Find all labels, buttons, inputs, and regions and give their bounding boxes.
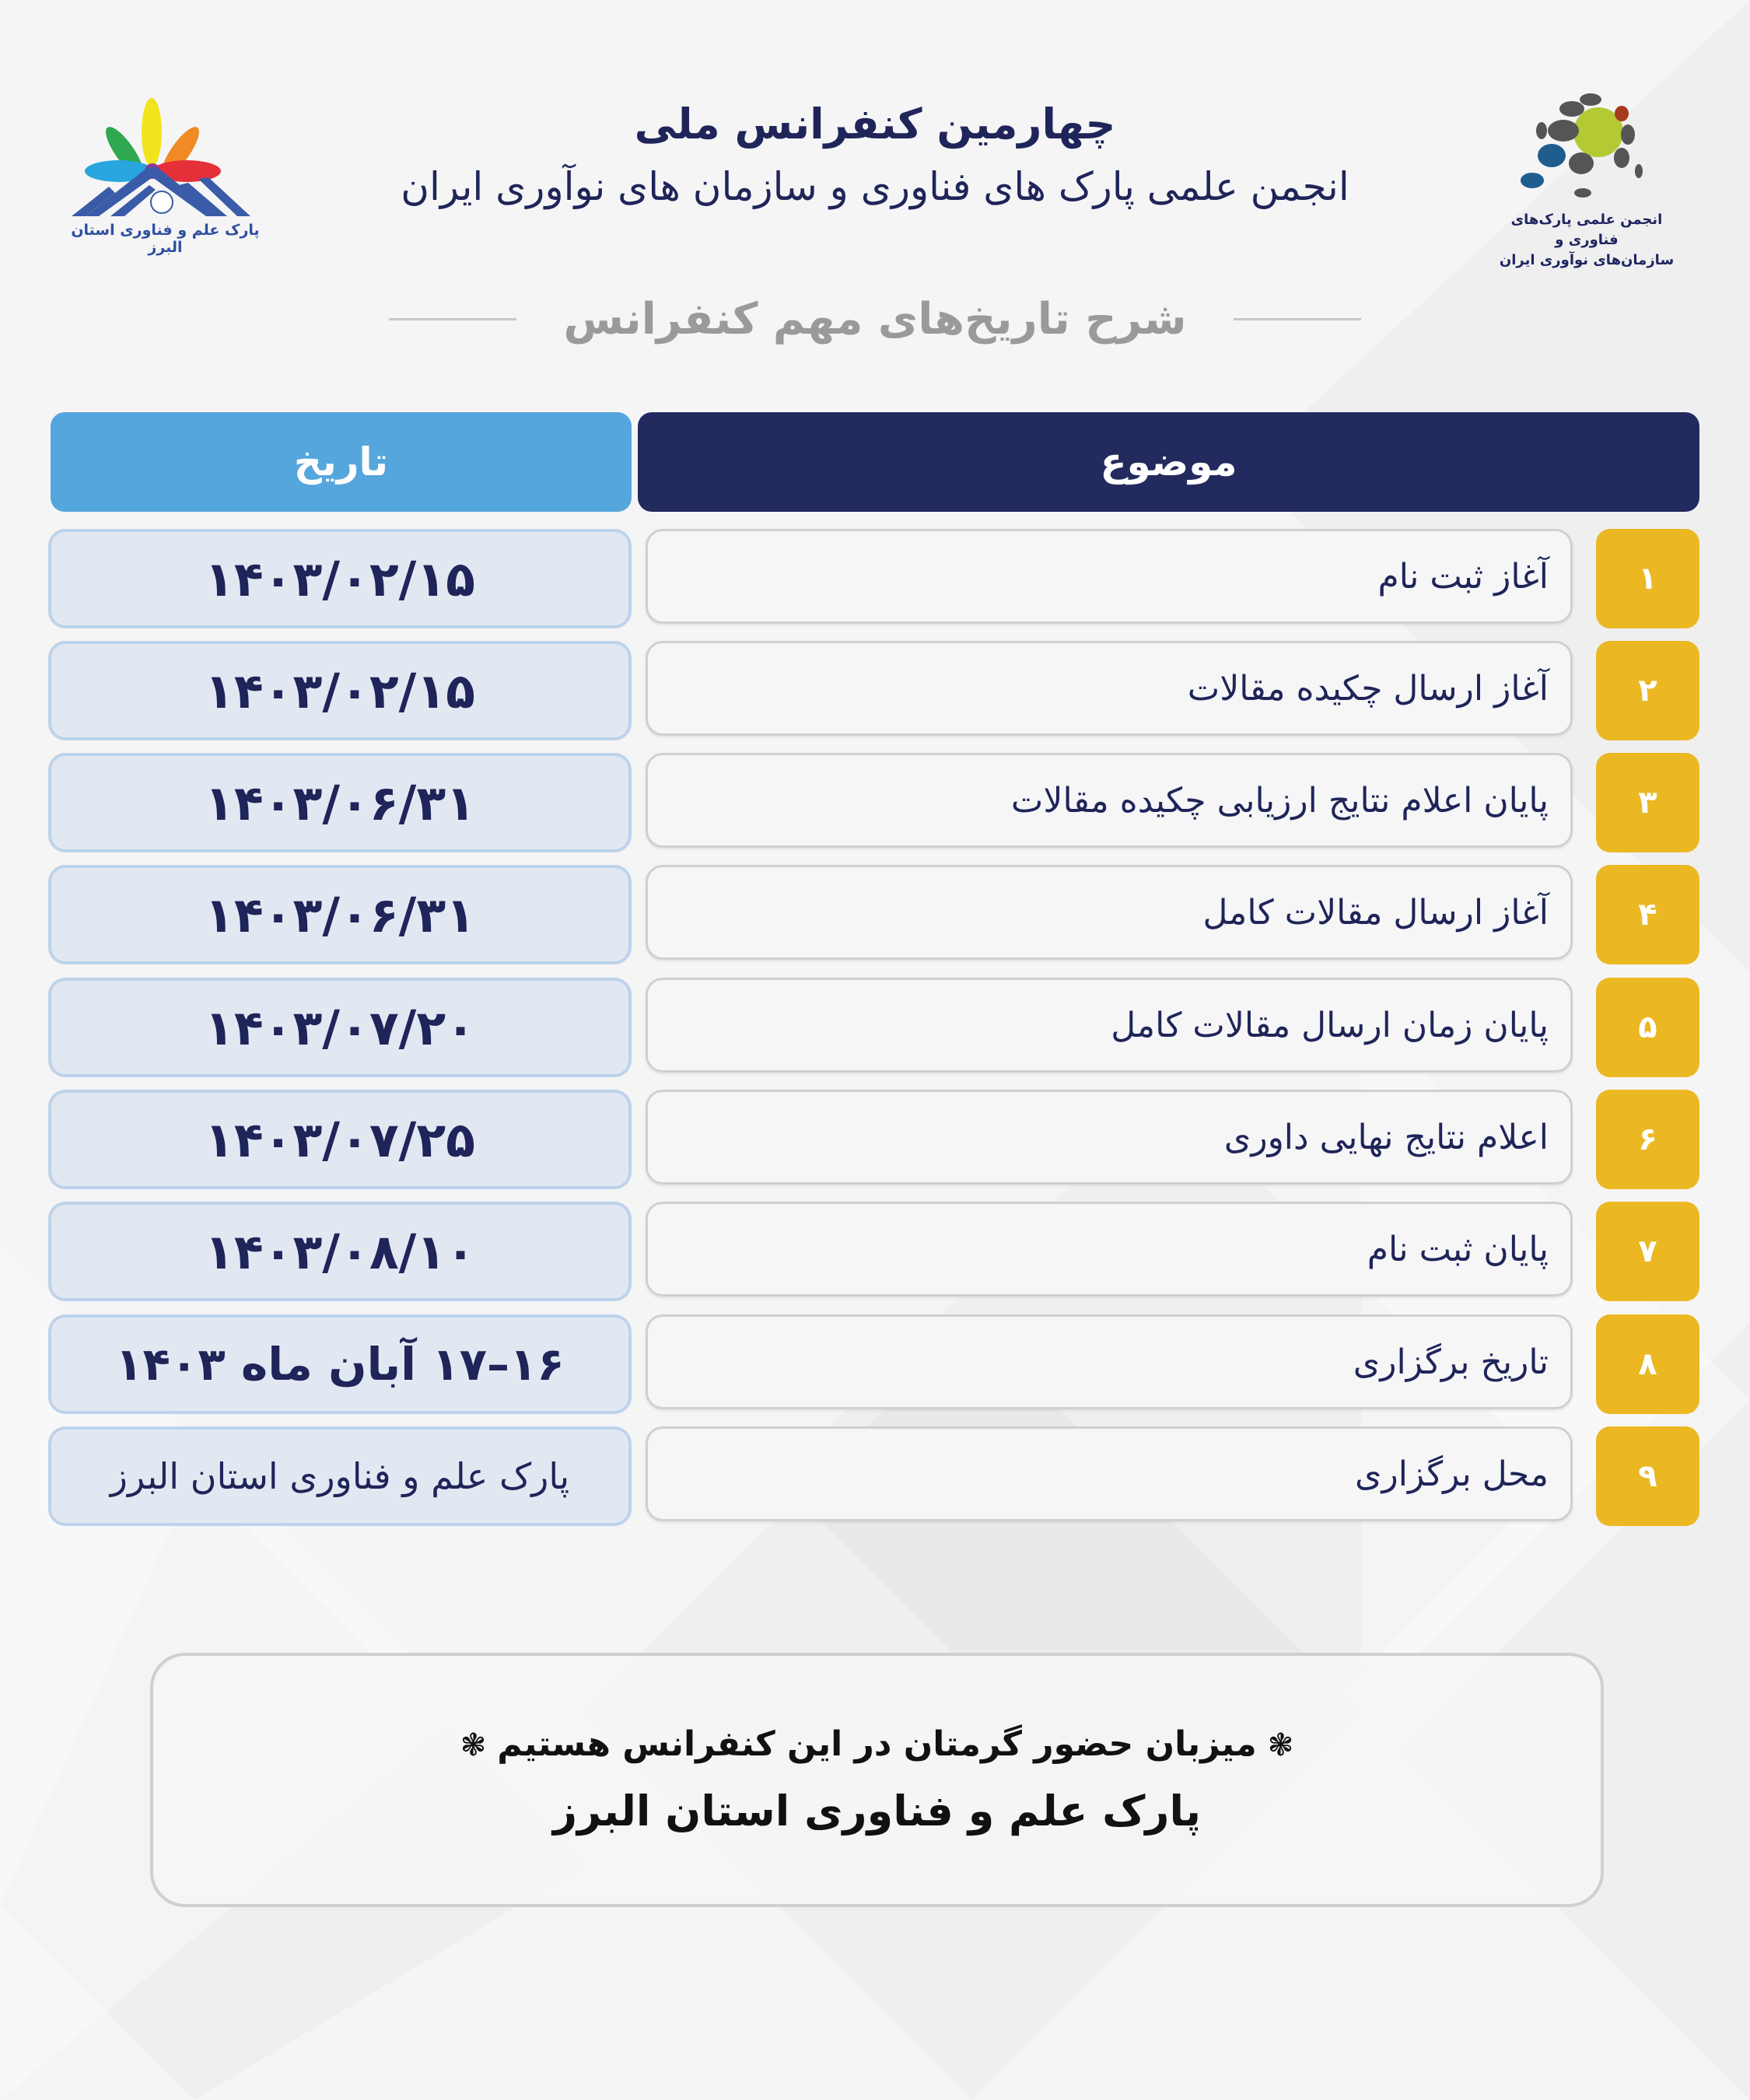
subject-column-header: موضوع	[638, 412, 1699, 512]
row-date: ۱۴۰۳/۰۲/۱۵	[48, 529, 632, 628]
row-number-badge: ۸	[1596, 1314, 1699, 1414]
row-subject: آغاز ارسال مقالات کامل	[646, 865, 1573, 960]
section-heading	[389, 288, 1361, 350]
divider-line-right	[1234, 318, 1361, 320]
association-dots-icon	[1489, 86, 1684, 206]
table-row	[0, 641, 1750, 740]
conference-title	[311, 93, 1439, 218]
row-subject: پایان زمان ارسال مقالات کامل	[646, 978, 1573, 1073]
table-row	[0, 865, 1750, 964]
right-logo-caption-line-1: انجمن علمی پارک‌های فناوری و	[1510, 212, 1663, 248]
section-title: شرح تاریخ‌های مهم کنفرانس	[563, 293, 1187, 345]
left-logo-caption: پارک علم و فناوری استان البرز	[71, 222, 260, 256]
association-logo	[1489, 86, 1684, 268]
alborz-science-park-logo	[62, 93, 268, 256]
title-line-1: چهارمین کنفرانس ملی	[634, 100, 1116, 149]
right-logo-caption-line-2: سازمان‌های نوآوری ایران	[1499, 252, 1675, 268]
host-name: پارک علم و فناوری استان البرز	[552, 1787, 1202, 1836]
row-number-badge: ۹	[1596, 1426, 1699, 1526]
table-row	[0, 1202, 1750, 1301]
table-row	[0, 1426, 1750, 1526]
host-message	[450, 1713, 1305, 1776]
row-number-badge: ۵	[1596, 978, 1699, 1077]
row-number-badge: ۷	[1596, 1202, 1699, 1301]
row-subject: اعلام نتایج نهایی داوری	[646, 1090, 1573, 1185]
flower-asterisk-icon: ❃	[460, 1727, 487, 1763]
date-column-header: تاریخ	[51, 412, 632, 512]
row-number-badge: ۴	[1596, 865, 1699, 964]
table-row	[0, 1314, 1750, 1414]
alborz-park-emblem-icon	[62, 93, 268, 222]
right-logo-caption	[1489, 210, 1684, 271]
row-subject: آغاز ثبت نام	[646, 529, 1573, 624]
row-date: ۱۴۰۳/۰۷/۲۰	[48, 978, 632, 1077]
row-number-badge: ۲	[1596, 641, 1699, 740]
table-row	[0, 978, 1750, 1077]
host-message-box	[150, 1653, 1604, 1907]
row-number-badge: ۶	[1596, 1090, 1699, 1189]
row-subject: پایان اعلام نتایج ارزیابی چکیده مقالات	[646, 753, 1573, 848]
title-line-2: انجمن علمی پارک های فناوری و سازمان های نوآوری ایران	[401, 164, 1349, 209]
row-subject: پایان ثبت نام	[646, 1202, 1573, 1297]
row-date: ۱۴۰۳/۰۷/۲۵	[48, 1090, 632, 1189]
row-subject: تاریخ برگزاری	[646, 1314, 1573, 1409]
row-date: ۱۴۰۳/۰۲/۱۵	[48, 641, 632, 740]
row-number-badge: ۳	[1596, 753, 1699, 852]
row-subject: محل برگزاری	[646, 1426, 1573, 1521]
row-date: پارک علم و فناوری استان البرز	[48, 1426, 632, 1526]
row-number-badge: ۱	[1596, 529, 1699, 628]
row-date: ۱۴۰۳/۰۸/۱۰	[48, 1202, 632, 1301]
row-date: ۱۴۰۳/۰۶/۳۱	[48, 865, 632, 964]
divider-line-left	[389, 318, 516, 320]
flower-asterisk-icon: ❃	[1267, 1727, 1294, 1763]
row-subject: آغاز ارسال چکیده مقالات	[646, 641, 1573, 736]
row-date: ۱۶–۱۷ آبان ماه ۱۴۰۳	[48, 1314, 632, 1414]
table-row	[0, 1090, 1750, 1189]
row-date: ۱۴۰۳/۰۶/۳۱	[48, 753, 632, 852]
table-row	[0, 753, 1750, 852]
table-row	[0, 529, 1750, 628]
host-message-text: میزبان حضور گرمتان در این کنفرانس هستیم	[497, 1724, 1257, 1764]
